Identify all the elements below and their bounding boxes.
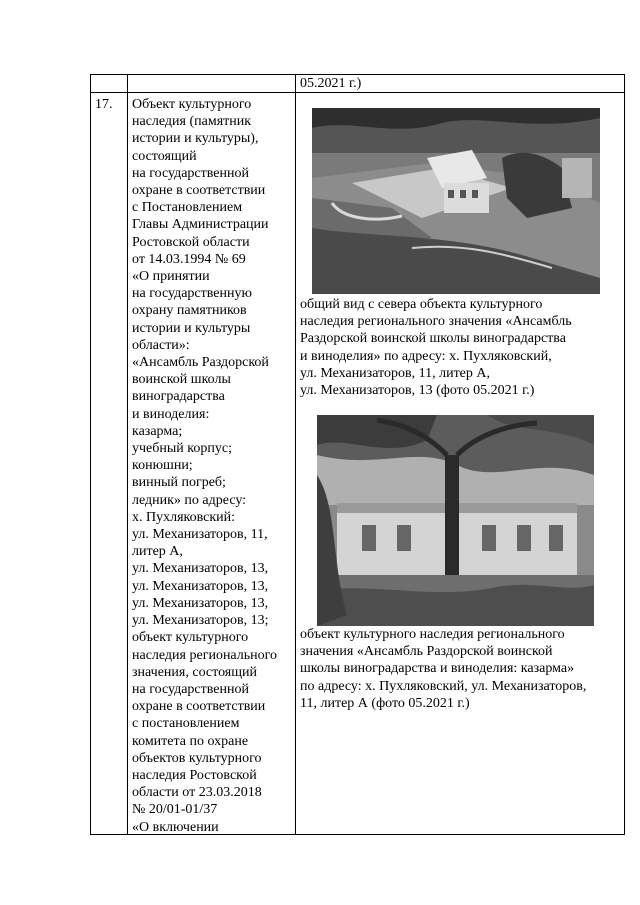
table-col-divider-2 [295,74,296,835]
description-line: ул. Механизаторов, 13, [132,561,269,577]
description-line: ул. Механизаторов, 13, [132,595,269,611]
photo2-caption-line: объект культурного наследия регионального [300,627,565,642]
description-line: с постановлением [132,716,240,732]
description-line: «Ансамбль Раздорской [132,355,269,371]
description-line: на государственной [132,165,249,181]
top-row-date-text: 05.2021 г.) [300,76,362,91]
description-line: на государственную [132,286,252,302]
photo1-caption-line: общий вид с севера объекта культурного [300,297,543,312]
description-line: охране в соответствии [132,699,266,715]
photo2-caption [300,626,619,712]
description-line: наследия регионального [132,647,278,663]
row-number: 17. [95,97,113,112]
description-line: наследия Ростовской [132,767,257,783]
photo1-caption-line: ул. Механизаторов, 11, литер А, [300,365,491,381]
photo2-caption-line: значения «Ансамбль Раздорской воинской [300,644,553,660]
description-line: состоящий [132,148,197,164]
description-line: № 20/01-01/37 [132,802,218,818]
description-line: казарма; [132,423,183,439]
description-line: объектов культурного [132,750,262,766]
description-line: х. Пухляковский: [132,509,236,525]
description-line: на государственной [132,681,249,697]
description-line: охране в соответствии [132,183,266,199]
description-line: винный погреб; [132,475,226,491]
photo2-caption-line: школы виноградарства и виноделия: казарма» [300,661,575,677]
description-line: наследия (памятник [132,114,252,130]
description-line: учебный корпус; [132,441,232,457]
description-line: ул. Механизаторов, 11, [132,527,268,543]
description-line: конюшни; [132,458,193,474]
description-line: Ростовской области [132,234,250,250]
description-line: истории и культуры [132,320,251,336]
photo1-caption [300,296,619,399]
description-line: ледник» по адресу: [132,492,247,508]
photo1-caption-line: и виноделия» по адресу: х. Пухляковский, [300,348,552,364]
description-line: и виноделия: [132,406,210,422]
description-line: охрану памятников [132,303,247,319]
description-line: от 14.03.1994 № 69 [132,251,246,267]
description-line: Объект культурного [132,97,252,112]
description-line: значения, состоящий [132,664,258,680]
description-line: ул. Механизаторов, 13; [132,613,269,629]
document-table [90,74,625,835]
description-line: воинской школы [132,372,231,388]
photo1-caption-line: Раздорской воинской школы виноградарства [300,331,566,347]
photo2-caption-line: 11, литер А (фото 05.2021 г.) [300,695,470,711]
table-border-left [90,74,91,835]
photo1-caption-line: наследия регионального значения «Ансамбль [300,314,572,330]
description-line: виноградарства [132,389,225,405]
description-line: ул. Механизаторов, 13, [132,578,269,594]
object-description [132,96,291,836]
description-line: литер А, [132,544,183,560]
photo2-caption-line: по адресу: х. Пухляковский, ул. Механизаторов, [300,678,587,694]
aerial-photo-north-view [312,108,600,294]
barracks-building-photo [317,415,594,626]
table-col-divider-1 [127,74,128,835]
description-line: «О включении [132,819,219,835]
description-line: области от 23.03.2018 [132,785,262,801]
table-border-right [624,74,625,835]
description-line: комитета по охране [132,733,249,749]
photo1-caption-line: ул. Механизаторов, 13 (фото 05.2021 г.) [300,383,535,399]
description-line: области»: [132,337,190,353]
description-line: «О принятии [132,269,210,285]
description-line: объект культурного [132,630,249,646]
description-line: Главы Администрации [132,217,269,233]
description-line: с Постановлением [132,200,243,216]
description-line: истории и культуры), [132,131,259,147]
